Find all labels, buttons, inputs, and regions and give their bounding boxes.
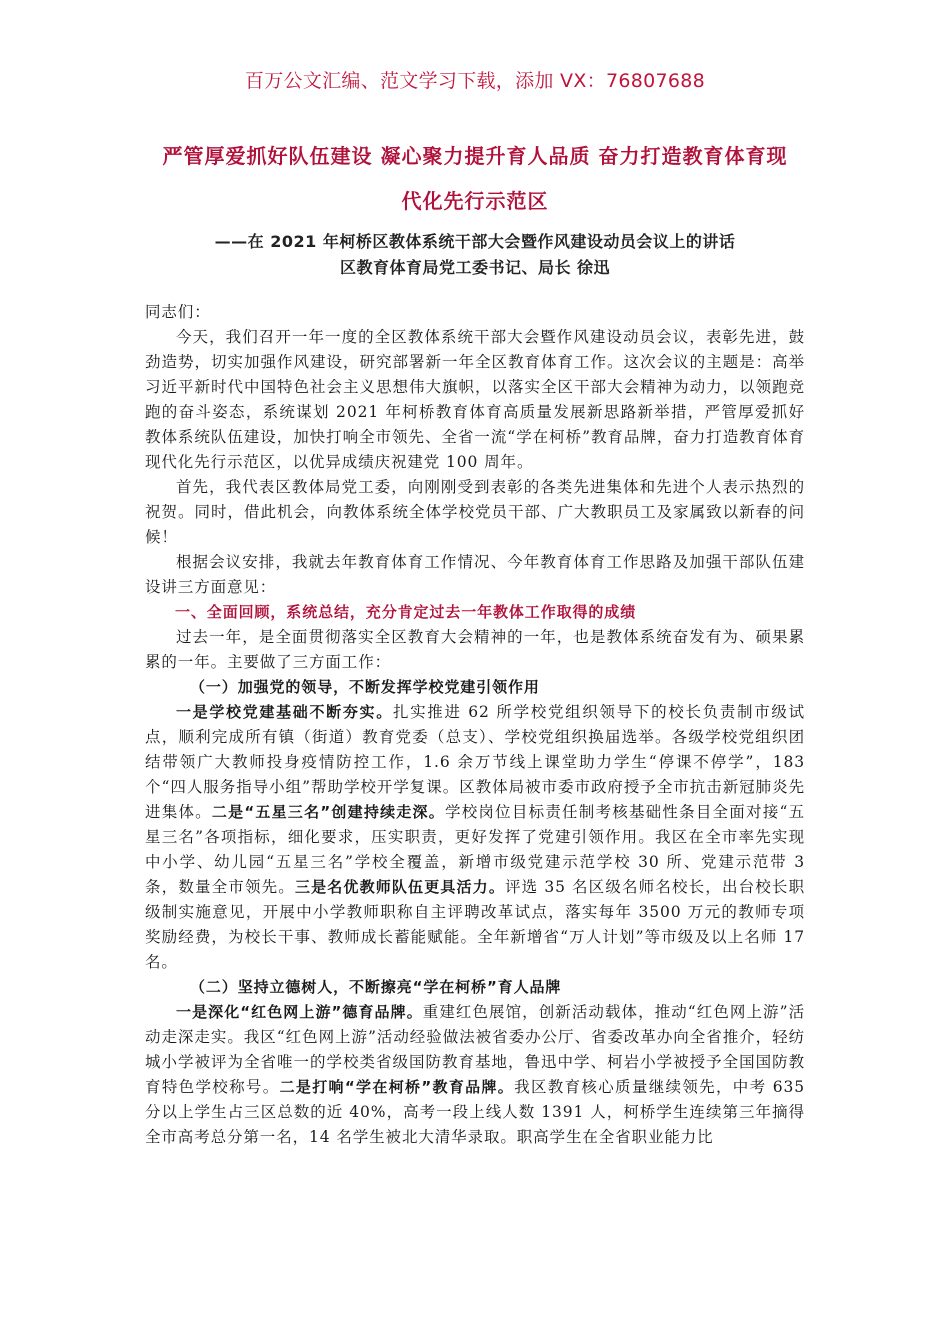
text-3: 评选 35 名区级名师名校长，出台校长职级制实施意见，开展中小学教师职称自主评聘改革试点，落实每年 3500 万元的教师专项奖励经费，为校长干事、教师成长蓄能赋能。全年新增省“万人计划”等市级及以上名师 17 名。 <box>145 878 805 971</box>
subsection-heading-2: （二）坚持立德树人，不断擦亮“学在柯桥”育人品牌 <box>190 978 562 996</box>
salutation: 同志们： <box>145 303 211 321</box>
paragraph-review: 过去一年，是全面贯彻落实全区教育大会精神的一年，也是教体系统奋发有为、硕果累累的一年。主要做了三方面工作： <box>145 628 805 671</box>
paragraph-outline: 根据会议安排，我就去年教育体育工作情况、今年教育体育工作思路及加强干部队伍建设讲三方面意见： <box>145 553 805 596</box>
section-heading-1: 一、全面回顾，系统总结，充分肯定过去一年教体工作取得的成绩 <box>175 603 637 621</box>
bold-lead-2: 二是“五星三名”创建持续走深。 <box>211 803 445 821</box>
text-2: 学校岗位目标责任制考核基础性条目全面对接“五星三名”各项指标，细化要求，压实职责，更好发挥了党建引领作用。我区在全市率先实现中小学、幼儿园“五星三名”学校全覆盖，新增市级党建示范学校 30 所、党建示范带 3 条，数量全市领先。 <box>145 803 806 896</box>
bold-lead-1: 一是学校党建基础不断夯实。 <box>176 703 393 721</box>
paragraph-moral-education <box>145 1000 805 1150</box>
text-1: 扎实推进 62 所学校党组织领导下的校长负责制市级试点，顺利完成所有镇（街道）教育党委（总支）、学校党组织换届选举。各级学校党组织团结带领广大教师投身疫情防控工作，1.6 余万节线上课堂助力学生“停课不停学”，183 个“四人服务指导小组”帮助学校开学复课。区教体局被市委市政府授予全市抗击新冠肺炎先进集体。 <box>145 703 806 821</box>
promo-banner: 百万公文汇编、范文学习下载，添加 VX：76807688 <box>244 70 706 92</box>
bold-lead-5: 二是打响“学在柯桥”教育品牌。 <box>279 1078 515 1096</box>
paragraph-party-building <box>145 700 805 975</box>
bold-lead-3: 三是名优教师队伍更具活力。 <box>294 878 506 896</box>
paragraph-congrats: 首先，我代表区教体局党工委，向刚刚受到表彰的各类先进集体和先进个人表示热烈的祝贺。同时，借此机会，向教体系统全体学校党员干部、广大教职员工及家属致以新春的问候！ <box>145 478 805 546</box>
text-5: 我区教育核心质量继续领先，中考 635 分以上学生占三区总数的近 40%，高考一段上线人数 1391 人，柯桥学生连续第三年摘得全市高考总分第一名，14 名学生被北大清华录取。职高学生在全省职业能力比 <box>145 1078 805 1146</box>
document-title-line2: 代化先行示范区 <box>401 189 549 213</box>
bold-lead-4: 一是深化“红色网上游”德育品牌。 <box>176 1003 423 1021</box>
text-4: 重建红色展馆，创新活动载体，推动“红色网上游”活动走深走实。我区“红色网上游”活动经验做法被省委办公厅、省委改革办向全省推介，轻纺城小学被评为全省唯一的学校类省级国防教育基地，鲁迅中学、柯岩小学被授予全国国防教育特色学校称号。 <box>145 1003 806 1096</box>
document-subtitle-occasion: ——在 2021 年柯桥区教体系统干部大会暨作风建设动员会议上的讲话 <box>214 232 736 251</box>
subsection-heading-1: （一）加强党的领导，不断发挥学校党建引领作用 <box>190 678 540 696</box>
paragraph-intro: 今天，我们召开一年一度的全区教体系统干部大会暨作风建设动员会议，表彰先进，鼓劲造势，切实加强作风建设，研究部署新一年全区教育体育工作。这次会议的主题是：高举习近平新时代中国特色社会主义思想伟大旗帜，以落实全区干部大会精神为动力，以领跑竞跑的奋斗姿态，系统谋划 2021 年柯桥教育体育高质量发展新思路新举措，严管厚爱抓好教体系统队伍建设，加快打响全市领先、全省一流“学在柯桥”教育品牌，奋力打造教育体育现代化先行示范区，以优异成绩庆祝建党 100 周年。 <box>145 328 805 471</box>
document-subtitle-speaker: 区教育体育局党工委书记、局长 徐迅 <box>339 258 611 277</box>
document-title-line1: 严管厚爱抓好队伍建设 凝心聚力提升育人品质 奋力打造教育体育现 <box>162 144 788 168</box>
document-body <box>145 300 805 1150</box>
